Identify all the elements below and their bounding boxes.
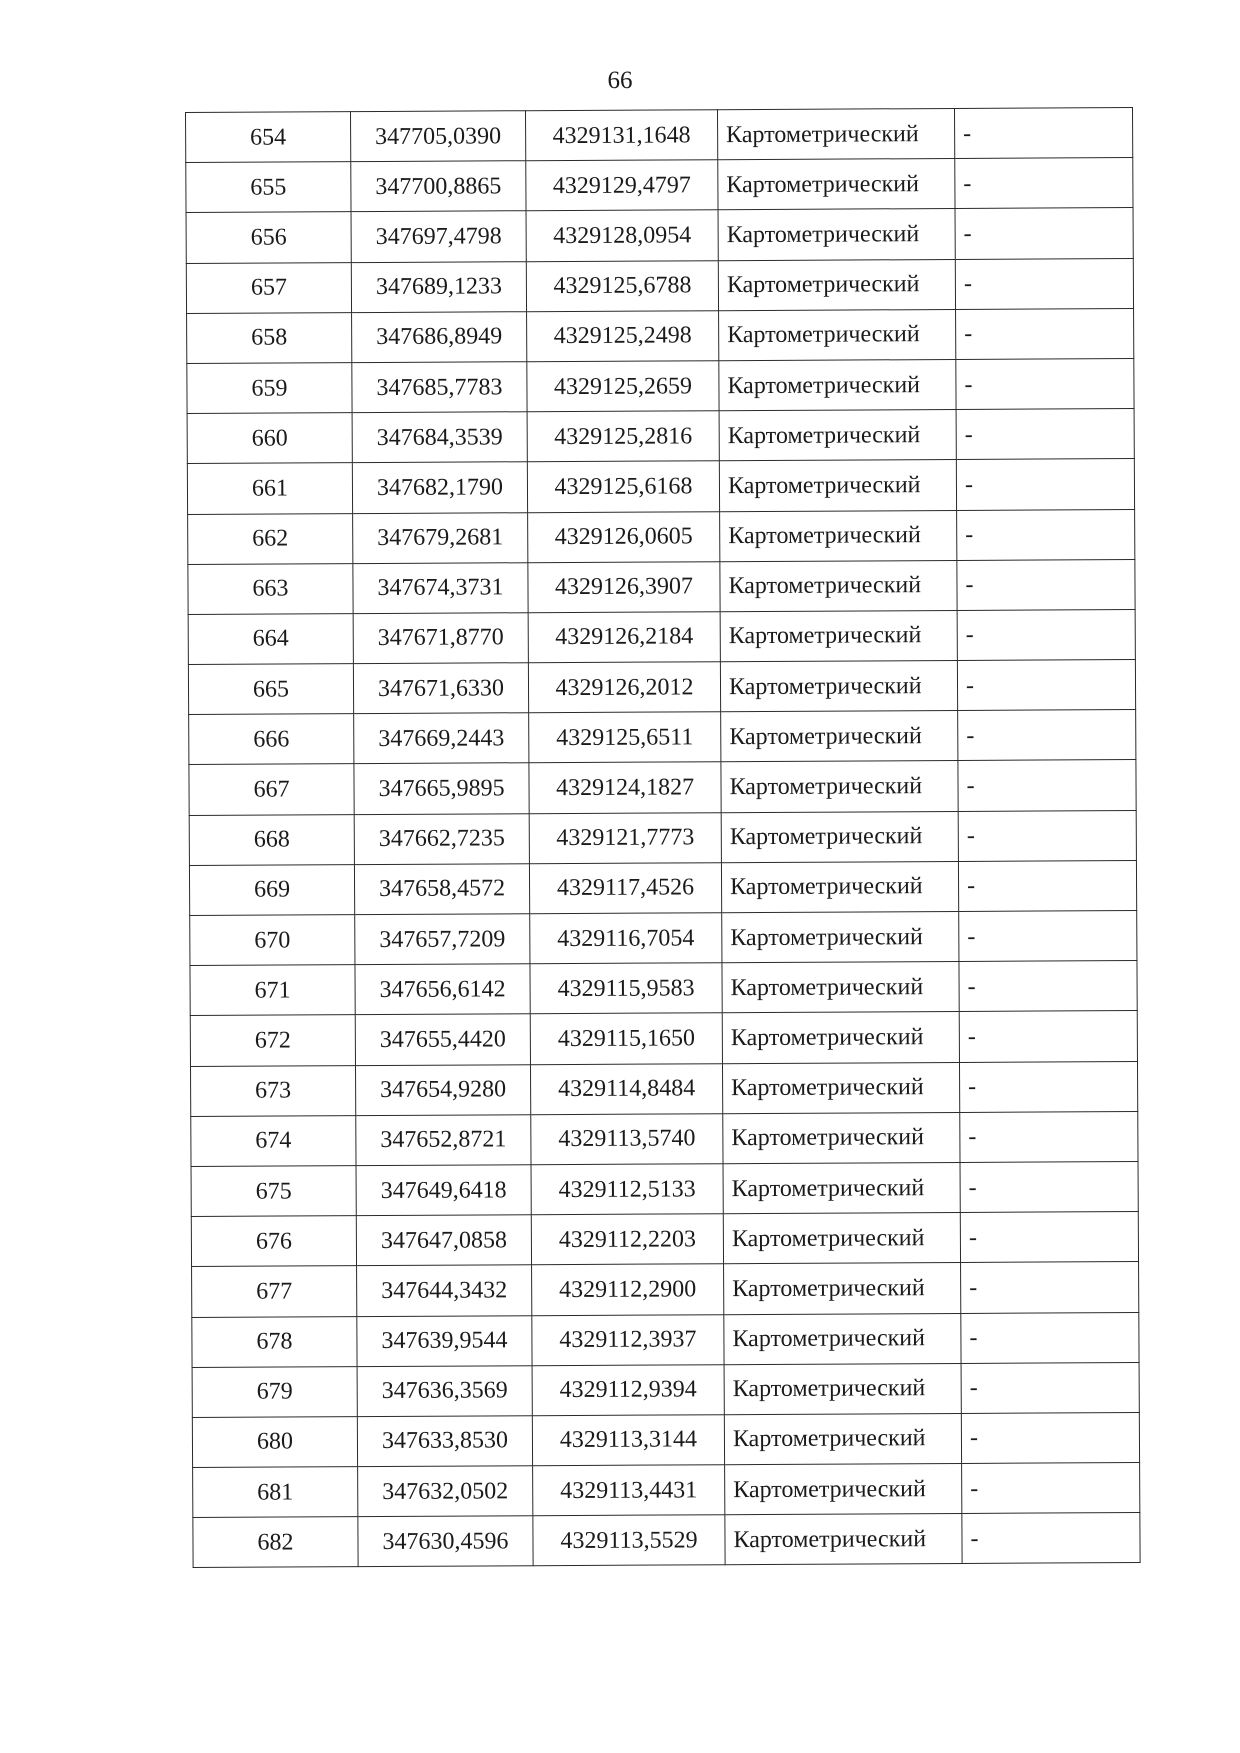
table-row xyxy=(187,308,1134,363)
note-cell: - xyxy=(957,509,1135,560)
table-row xyxy=(192,1412,1139,1467)
y-coordinate-cell: 4329112,9394 xyxy=(532,1364,724,1415)
method-cell: Картометрический xyxy=(723,1112,960,1163)
point-number-cell: 668 xyxy=(189,814,354,865)
note-cell: - xyxy=(957,559,1135,610)
table-row xyxy=(191,1111,1138,1166)
method-cell: Картометрический xyxy=(725,1464,962,1515)
table-row xyxy=(190,1061,1137,1116)
note-cell: - xyxy=(961,1262,1139,1313)
table-row xyxy=(187,459,1134,514)
table-row xyxy=(188,609,1135,664)
x-coordinate-cell: 347679,2681 xyxy=(353,512,528,563)
note-cell: - xyxy=(958,760,1136,811)
note-cell: - xyxy=(957,609,1135,660)
x-coordinate-cell: 347644,3432 xyxy=(357,1265,532,1316)
table-row xyxy=(188,660,1135,715)
x-coordinate-cell: 347654,9280 xyxy=(355,1064,530,1115)
point-number-cell: 681 xyxy=(193,1467,358,1518)
note-cell: - xyxy=(959,1061,1137,1112)
note-cell: - xyxy=(961,1362,1139,1413)
note-cell: - xyxy=(960,1161,1138,1212)
point-number-cell: 659 xyxy=(187,363,352,414)
x-coordinate-cell: 347689,1233 xyxy=(351,261,526,312)
method-cell: Картометрический xyxy=(720,560,957,611)
y-coordinate-cell: 4329126,0605 xyxy=(528,511,720,562)
table-row xyxy=(189,810,1136,865)
point-number-cell: 677 xyxy=(192,1266,357,1317)
note-cell: - xyxy=(962,1463,1140,1514)
point-number-cell: 658 xyxy=(187,312,352,363)
note-cell: - xyxy=(955,258,1133,309)
note-cell: - xyxy=(959,911,1137,962)
method-cell: Картометрический xyxy=(718,159,955,210)
table-row xyxy=(187,409,1134,464)
method-cell: Картометрический xyxy=(724,1263,961,1314)
y-coordinate-cell: 4329131,1648 xyxy=(525,110,717,161)
y-coordinate-cell: 4329112,2900 xyxy=(532,1264,724,1315)
table-row xyxy=(186,208,1133,263)
coordinates-table-body xyxy=(186,108,1141,1568)
method-cell: Картометрический xyxy=(718,259,955,310)
note-cell: - xyxy=(959,1011,1137,1062)
table-row xyxy=(192,1262,1139,1317)
x-coordinate-cell: 347700,8865 xyxy=(351,161,526,212)
x-coordinate-cell: 347671,8770 xyxy=(353,613,528,664)
x-coordinate-cell: 347647,0858 xyxy=(356,1215,531,1266)
x-coordinate-cell: 347636,3569 xyxy=(357,1365,532,1416)
x-coordinate-cell: 347662,7235 xyxy=(354,813,529,864)
x-coordinate-cell: 347685,7783 xyxy=(352,362,527,413)
note-cell: - xyxy=(956,358,1134,409)
note-cell: - xyxy=(954,108,1132,159)
x-coordinate-cell: 347684,3539 xyxy=(352,412,527,463)
point-number-cell: 661 xyxy=(187,463,352,514)
note-cell: - xyxy=(958,860,1136,911)
table-row xyxy=(189,860,1136,915)
y-coordinate-cell: 4329129,4797 xyxy=(526,160,718,211)
x-coordinate-cell: 347697,4798 xyxy=(351,211,526,262)
y-coordinate-cell: 4329128,0954 xyxy=(526,210,718,261)
x-coordinate-cell: 347630,4596 xyxy=(358,1516,533,1567)
x-coordinate-cell: 347649,6418 xyxy=(356,1165,531,1216)
y-coordinate-cell: 4329115,9583 xyxy=(530,963,722,1014)
method-cell: Картометрический xyxy=(724,1363,961,1414)
note-cell: - xyxy=(955,208,1133,259)
y-coordinate-cell: 4329112,5133 xyxy=(531,1164,723,1215)
x-coordinate-cell: 347633,8530 xyxy=(357,1416,532,1467)
table-row xyxy=(186,158,1133,213)
method-cell: Картометрический xyxy=(721,811,958,862)
note-cell: - xyxy=(956,409,1134,460)
y-coordinate-cell: 4329113,4431 xyxy=(533,1465,725,1516)
point-number-cell: 655 xyxy=(186,162,351,213)
y-coordinate-cell: 4329112,2203 xyxy=(531,1214,723,1265)
point-number-cell: 667 xyxy=(189,764,354,815)
table-row xyxy=(187,358,1134,413)
method-cell: Картометрический xyxy=(721,861,958,912)
point-number-cell: 670 xyxy=(190,915,355,966)
x-coordinate-cell: 347652,8721 xyxy=(356,1114,531,1165)
y-coordinate-cell: 4329113,5740 xyxy=(531,1113,723,1164)
table-row xyxy=(190,911,1137,966)
point-number-cell: 660 xyxy=(187,413,352,464)
page-number: 66 xyxy=(607,67,633,94)
y-coordinate-cell: 4329116,7054 xyxy=(530,913,722,964)
method-cell: Картометрический xyxy=(719,410,956,461)
x-coordinate-cell: 347671,6330 xyxy=(353,663,528,714)
method-cell: Картометрический xyxy=(720,510,957,561)
y-coordinate-cell: 4329117,4526 xyxy=(529,863,721,914)
y-coordinate-cell: 4329124,1827 xyxy=(529,762,721,813)
note-cell: - xyxy=(961,1412,1139,1463)
method-cell: Картометрический xyxy=(717,108,954,159)
note-cell: - xyxy=(957,660,1135,711)
table-row xyxy=(188,559,1135,614)
method-cell: Картометрический xyxy=(722,911,959,962)
note-cell: - xyxy=(960,1111,1138,1162)
table-row xyxy=(188,509,1135,564)
x-coordinate-cell: 347639,9544 xyxy=(357,1315,532,1366)
method-cell: Картометрический xyxy=(720,661,957,712)
y-coordinate-cell: 4329125,6168 xyxy=(527,461,719,512)
point-number-cell: 671 xyxy=(190,965,355,1016)
y-coordinate-cell: 4329126,3907 xyxy=(528,561,720,612)
method-cell: Картометрический xyxy=(719,460,956,511)
point-number-cell: 672 xyxy=(190,1015,355,1066)
note-cell: - xyxy=(959,961,1137,1012)
note-cell: - xyxy=(958,710,1136,761)
point-number-cell: 673 xyxy=(190,1065,355,1116)
table-row xyxy=(192,1362,1139,1417)
y-coordinate-cell: 4329112,3937 xyxy=(532,1314,724,1365)
y-coordinate-cell: 4329125,2659 xyxy=(527,361,719,412)
method-cell: Картометрический xyxy=(724,1413,961,1464)
x-coordinate-cell: 347674,3731 xyxy=(353,562,528,613)
method-cell: Картометрический xyxy=(722,1012,959,1063)
point-number-cell: 674 xyxy=(191,1115,356,1166)
x-coordinate-cell: 347657,7209 xyxy=(355,914,530,965)
method-cell: Картометрический xyxy=(721,711,958,762)
method-cell: Картометрический xyxy=(718,209,955,260)
method-cell: Картометрический xyxy=(719,359,956,410)
table-row xyxy=(191,1212,1138,1267)
table-row xyxy=(189,760,1136,815)
point-number-cell: 664 xyxy=(188,614,353,665)
y-coordinate-cell: 4329115,1650 xyxy=(530,1013,722,1064)
note-cell: - xyxy=(961,1312,1139,1363)
point-number-cell: 682 xyxy=(193,1517,358,1568)
point-number-cell: 654 xyxy=(186,112,351,163)
x-coordinate-cell: 347655,4420 xyxy=(355,1014,530,1065)
x-coordinate-cell: 347705,0390 xyxy=(351,111,526,162)
point-number-cell: 676 xyxy=(191,1216,356,1267)
x-coordinate-cell: 347658,4572 xyxy=(354,864,529,915)
x-coordinate-cell: 347656,6142 xyxy=(355,964,530,1015)
point-number-cell: 666 xyxy=(189,714,354,765)
note-cell: - xyxy=(962,1513,1140,1564)
x-coordinate-cell: 347686,8949 xyxy=(352,311,527,362)
note-cell: - xyxy=(955,158,1133,209)
note-cell: - xyxy=(956,308,1134,359)
method-cell: Картометрический xyxy=(723,1213,960,1264)
method-cell: Картометрический xyxy=(722,1062,959,1113)
table-row xyxy=(186,108,1133,163)
note-cell: - xyxy=(956,459,1134,510)
y-coordinate-cell: 4329114,8484 xyxy=(530,1063,722,1114)
method-cell: Картометрический xyxy=(720,610,957,661)
table-row xyxy=(192,1312,1139,1367)
x-coordinate-cell: 347665,9895 xyxy=(354,763,529,814)
y-coordinate-cell: 4329126,2012 xyxy=(528,662,720,713)
method-cell: Картометрический xyxy=(722,962,959,1013)
method-cell: Картометрический xyxy=(723,1162,960,1213)
point-number-cell: 662 xyxy=(188,513,353,564)
method-cell: Картометрический xyxy=(725,1514,962,1565)
point-number-cell: 665 xyxy=(188,664,353,715)
x-coordinate-cell: 347682,1790 xyxy=(352,462,527,513)
table-row xyxy=(190,961,1137,1016)
note-cell: - xyxy=(958,810,1136,861)
x-coordinate-cell: 347632,0502 xyxy=(358,1466,533,1517)
y-coordinate-cell: 4329126,2184 xyxy=(528,612,720,663)
point-number-cell: 657 xyxy=(186,262,351,313)
y-coordinate-cell: 4329125,2498 xyxy=(527,310,719,361)
y-coordinate-cell: 4329125,6788 xyxy=(526,260,718,311)
point-number-cell: 679 xyxy=(192,1366,357,1417)
table-row xyxy=(193,1513,1140,1568)
point-number-cell: 663 xyxy=(188,563,353,614)
point-number-cell: 669 xyxy=(189,864,354,915)
method-cell: Картометрический xyxy=(719,309,956,360)
y-coordinate-cell: 4329125,6511 xyxy=(529,712,721,763)
y-coordinate-cell: 4329113,3144 xyxy=(532,1415,724,1466)
table-row xyxy=(190,1011,1137,1066)
table-row xyxy=(193,1463,1140,1518)
table-row xyxy=(191,1161,1138,1216)
y-coordinate-cell: 4329121,7773 xyxy=(529,812,721,863)
table-row xyxy=(186,258,1133,313)
note-cell: - xyxy=(960,1212,1138,1263)
point-number-cell: 656 xyxy=(186,212,351,263)
x-coordinate-cell: 347669,2443 xyxy=(354,713,529,764)
coordinates-table xyxy=(185,107,1141,1568)
y-coordinate-cell: 4329125,2816 xyxy=(527,411,719,462)
method-cell: Картометрический xyxy=(721,761,958,812)
table-row xyxy=(189,710,1136,765)
point-number-cell: 675 xyxy=(191,1166,356,1217)
point-number-cell: 678 xyxy=(192,1316,357,1367)
point-number-cell: 680 xyxy=(192,1416,357,1467)
method-cell: Картометрический xyxy=(724,1313,961,1364)
y-coordinate-cell: 4329113,5529 xyxy=(533,1515,725,1566)
